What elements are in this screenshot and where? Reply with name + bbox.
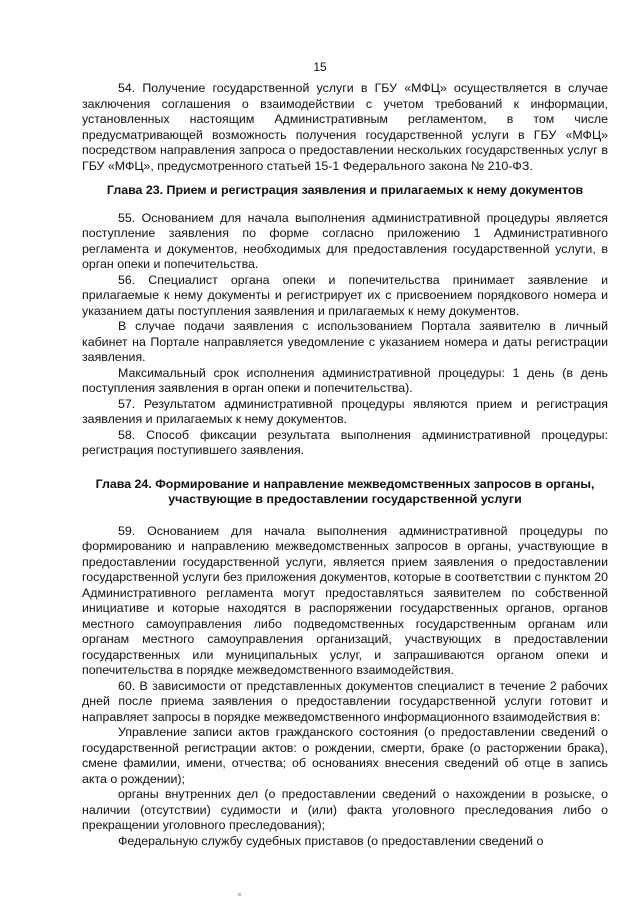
paragraph-56-portal: В случае подачи заявления с использованием Портала заявителю в личный кабинет на Портале направляется уведомление с указанием номера и даты регистрации заявления. — [82, 319, 608, 364]
page-number: 15 — [313, 60, 327, 74]
chapter-24-heading-line-1: Глава 24. Формирование и направление межведомственных запросов в органы, — [95, 476, 595, 491]
document-body — [82, 81, 608, 849]
paragraph-57: 57. Результатом административной процедуры являются прием и регистрация заявления и прилагаемых к нему документов. — [82, 396, 608, 426]
chapter-24-heading-line-2: участвующие в предоставлении государственной услуги — [168, 492, 522, 506]
paragraph-59: 59. Основанием для начала выполнения административной процедуры по формированию и направлению межведомственных запросов в органы, участвующие в предоставлении государственной услуги, является прием заявления о предоставлении государственной услуги без приложения документов, которые в соответствии с пунктом 20 Административного регламента могут предоставляться заявителем по собственной инициативе и которые находятся в распоряжении государственных органов, органов местного самоуправления либо подведомственных государственным органам или органам местного самоуправления организаций, участвующих в предоставлении государственных или муниципальных услуг, и запрашиваются органом опеки и попечительства в порядке межведомственного взаимодействия. — [82, 523, 608, 677]
chapter-23-heading: Глава 23. Прием и регистрация заявления и прилагаемых к нему документов — [106, 183, 584, 197]
paragraph-60-bailiffs: Федеральную службу судебных приставов (о предоставлении сведений о — [118, 833, 544, 848]
paragraph-60: 60. В зависимости от представленных документов специалист в течение 2 рабочих дней после приема заявления о предоставлении государственной услуги готовит и направляет запросы в порядке межведомственного информационного взаимодействия в: — [82, 678, 608, 724]
paragraph-55: 55. Основанием для начала выполнения административной процедуры является поступление заявления по форме согласно приложению 1 Административного регламента и документов, необходимых для предоставления государственной услуги, в орган опеки и попечительства. — [82, 210, 608, 271]
paragraph-54: 54. Получение государственной услуги в ГБУ «МФЦ» осуществляется в случае заключения соглашения о взаимодействии с учетом требований к информации, установленных настоящим Административным регламентом, в том числе предусматривающей возможность получения государственной услуги в ГБУ «МФЦ» посредством направления запроса о предоставлении нескольких государственных услуг в ГБУ «МФЦ», предусмотренного статьей 15-1 Федерального закона № 210-ФЗ. — [82, 81, 608, 173]
paragraph-56: 56. Специалист органа опеки и попечительства принимает заявление и прилагаемые к нему документы и регистрирует их с присвоением порядкового номера и указанием даты поступления заявления и прилагаемых к нему документов. — [82, 272, 608, 318]
paragraph-58: 58. Способ фиксации результата выполнения административной процедуры: регистрация поступившего заявления. — [82, 427, 608, 457]
paragraph-56-deadline: Максимальный срок исполнения административной процедуры: 1 день (в день поступления заявления в орган опеки и попечительства). — [82, 365, 608, 395]
chapter-24-heading — [82, 477, 608, 508]
paragraph-60-civil-registry: Управление записи актов гражданского состояния (о предоставлении сведений о государственной регистрации актов: о рождении, смерти, браке (о расторжении брака), смене фамилии, имени, отчества; об основаниях внесения сведений об отце в запись акта о рождении); — [82, 725, 608, 786]
scan-artifact — [238, 893, 241, 896]
paragraph-60-internal-affairs: органы внутренних дел (о предоставлении сведений о нахождении в розыске, о наличии (отсутствии) судимости и (или) факта уголовного преследования либо о прекращении уголовного преследования); — [82, 787, 608, 832]
